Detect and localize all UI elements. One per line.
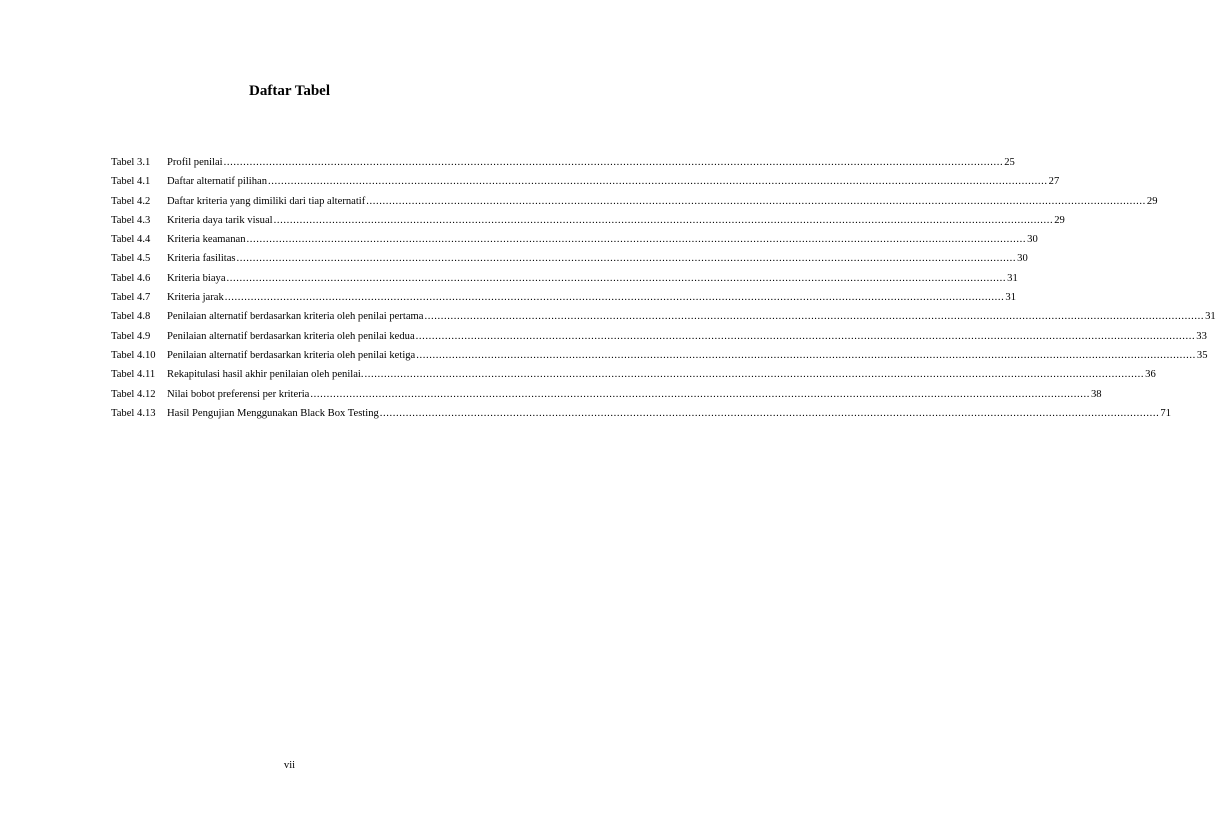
page-title: Daftar Tabel [249, 83, 330, 99]
toc-entry-page: 31 [1007, 272, 1018, 284]
toc-entry-number: Tabel 4.2 [111, 195, 151, 207]
toc-dot-leader [274, 211, 1054, 230]
toc-entry-title: Rekapitulasi hasil akhir penilaian oleh penilai. [167, 369, 364, 381]
toc-entry[interactable] [111, 327, 1207, 346]
toc-entry-page: 27 [1048, 176, 1060, 188]
toc-entry-number: Tabel 4.4 [111, 234, 151, 246]
toc-entry-number: Tabel 4.7 [111, 292, 151, 304]
page-footer-number: vii [283, 760, 296, 771]
toc-entry-page: 36 [1145, 369, 1156, 381]
toc-entry[interactable] [111, 249, 1028, 268]
toc-dot-leader [365, 365, 1145, 384]
toc-entry-title: Daftar alternatif pilihan [167, 176, 268, 188]
table-of-tables-list [111, 153, 1216, 423]
toc-entry[interactable] [111, 404, 1172, 423]
toc-entry-title: Penilaian alternatif berdasarkan kriteria oleh penilai kedua [167, 330, 415, 342]
toc-entry-number: Tabel 3.1 [111, 157, 151, 168]
toc-entry-number: Tabel 4.11 [111, 369, 156, 381]
toc-entry-page: 30 [1017, 253, 1028, 265]
toc-entry-number: Tabel 4.10 [111, 349, 156, 361]
toc-entry-page: 71 [1160, 407, 1172, 419]
toc-entry-title: Penilaian alternatif berdasarkan kriteria oleh penilai ketiga [167, 349, 416, 361]
toc-entry-title: Kriteria biaya [167, 272, 226, 284]
toc-dot-leader [237, 249, 1017, 268]
toc-entry-title: Kriteria daya tarik visual [167, 214, 273, 226]
toc-dot-leader [366, 192, 1146, 211]
toc-entry-title: Penilaian alternatif berdasarkan kriteria oleh penilai pertama [167, 311, 424, 323]
toc-entry-page: 33 [1196, 330, 1207, 342]
toc-entry-number: Tabel 4.9 [111, 330, 151, 342]
toc-dot-leader [416, 327, 1196, 346]
toc-dot-leader [268, 172, 1048, 191]
toc-entry[interactable] [111, 153, 1015, 172]
toc-entry[interactable] [111, 365, 1156, 384]
toc-entry-page: 35 [1196, 349, 1208, 361]
toc-entry-number: Tabel 4.12 [111, 388, 156, 400]
toc-entry-page: 30 [1027, 234, 1038, 246]
toc-dot-leader [416, 346, 1196, 365]
toc-entry[interactable] [111, 269, 1018, 288]
toc-entry-number: Tabel 4.3 [111, 214, 151, 226]
toc-entry-number: Tabel 4.13 [111, 407, 156, 419]
toc-dot-leader [227, 269, 1007, 288]
toc-entry[interactable] [111, 307, 1216, 326]
toc-entry-title: Nilai bobot preferensi per kriteria [167, 388, 310, 400]
toc-entry-title: Kriteria keamanan [167, 234, 246, 246]
toc-entry-title: Kriteria jarak [167, 292, 224, 304]
toc-entry[interactable] [111, 385, 1102, 404]
toc-entry-title: Hasil Pengujian Menggunakan Black Box Testing [167, 407, 379, 419]
toc-dot-leader [310, 385, 1090, 404]
toc-entry-page: 31 [1205, 311, 1216, 323]
toc-entry-title: Kriteria fasilitas [167, 253, 236, 265]
toc-entry-page: 29 [1146, 195, 1158, 207]
toc-dot-leader [224, 153, 1004, 172]
toc-entry-page: 29 [1054, 214, 1065, 226]
toc-entry-page: 25 [1004, 157, 1015, 168]
toc-dot-leader [380, 404, 1160, 423]
toc-entry-page: 31 [1005, 292, 1016, 304]
toc-dot-leader [225, 288, 1005, 307]
toc-entry-number: Tabel 4.6 [111, 272, 151, 284]
toc-entry[interactable] [111, 346, 1208, 365]
toc-entry-number: Tabel 4.5 [111, 253, 151, 265]
toc-dot-leader [247, 230, 1027, 249]
toc-entry-title: Profil penilai [167, 157, 223, 168]
toc-entry[interactable] [111, 211, 1065, 230]
toc-entry[interactable] [111, 192, 1158, 211]
toc-entry-page: 38 [1091, 388, 1102, 400]
toc-entry[interactable] [111, 230, 1038, 249]
toc-entry-title: Daftar kriteria yang dimiliki dari tiap alternatif [167, 195, 366, 207]
toc-entry-number: Tabel 4.1 [111, 176, 151, 188]
toc-entry-number: Tabel 4.8 [111, 311, 151, 323]
toc-entry[interactable] [111, 288, 1016, 307]
toc-dot-leader [425, 307, 1205, 326]
toc-entry[interactable] [111, 172, 1060, 191]
